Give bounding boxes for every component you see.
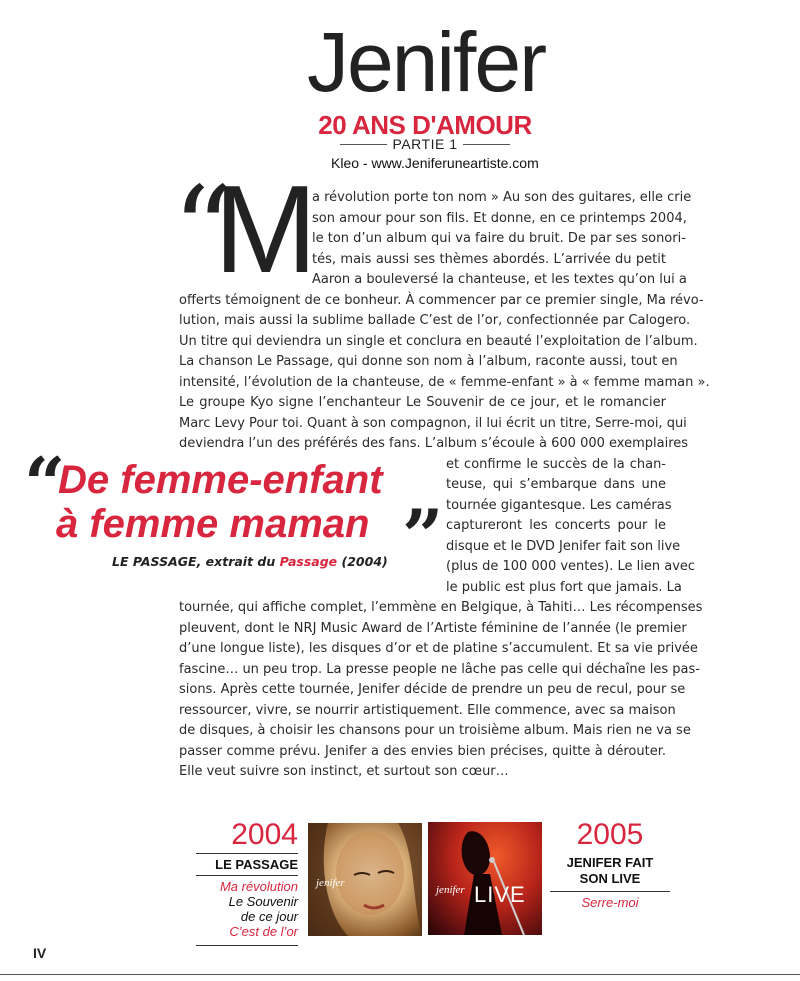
article-line: le public est plus fort que jamais. La <box>446 580 682 595</box>
pull-quote-line-1: De femme-enfant <box>58 458 383 502</box>
article-line: Marc Levy Pour toi. Quant à son compagnon, il lui écrit un titre, Serre-moi, qui <box>179 416 687 431</box>
article-line: deviendra l’un des préférés des fans. L’album s’écoule à 600 000 exemplaires <box>179 436 689 451</box>
caption-prefix: LE PASSAGE, extrait du <box>112 554 280 569</box>
article-line: offerts témoignent de ce bonheur. À commencer par ce premier single, Ma révo- <box>179 293 704 308</box>
cover-logo: jenifer <box>436 884 465 896</box>
article-line: Le groupe Kyo signe l’enchanteur Le Souvenir de ce jour, et le romancier <box>179 395 666 410</box>
page-number: IV <box>33 945 47 961</box>
album-title: LE PASSAGE <box>215 857 298 872</box>
divider <box>196 853 298 854</box>
track: Ma révolution <box>219 879 298 894</box>
article-line: Aaron a bouleversé la chanteuse, et les textes qu’on lui a <box>312 272 687 287</box>
magazine-title: Jenifer <box>306 15 546 109</box>
article-line: captureront les concerts pour le <box>446 518 666 533</box>
track: Serre-moi <box>581 895 639 910</box>
article-line: intensité, l’évolution de la chanteuse, de « femme-enfant » à « femme maman ». <box>179 375 710 390</box>
part-rule-right <box>463 144 510 145</box>
part-label-row <box>340 136 510 152</box>
article-line: Un titre qui deviendra un single et conclura en beauté l’exploitation de l’album. <box>179 334 698 349</box>
stage-illustration <box>428 822 542 935</box>
article-line: tés, mais aussi ses thèmes abordés. L’arrivée du petit <box>312 252 666 267</box>
article-line: fascine… un peu trop. La presse people ne lâche pas celle qui déchaîne les pas- <box>179 662 700 677</box>
track: de ce jour <box>240 909 298 924</box>
album-cover-fait-son-live <box>428 822 542 935</box>
article-line: lution, mais aussi la sublime ballade C’est de l’or, confectionnée par Calogero. <box>179 313 691 328</box>
article-line: d’une longue liste), les disques d’or et de platine s’accumulent. Et sa vie privée <box>179 641 698 656</box>
article-line: ressourcer, vivre, se nourrir artistiquement. Elle commence, avec sa maison <box>179 703 676 718</box>
caption-suffix: (2004) <box>337 554 388 569</box>
article-line: disque et le DVD Jenifer fait son live <box>446 539 681 554</box>
article-line: et confirme le succès de la chan- <box>446 457 666 472</box>
part-label: PARTIE 1 <box>392 136 458 152</box>
pull-quote-caption <box>112 554 388 569</box>
cover-logo: jenifer <box>316 877 345 889</box>
divider <box>550 891 670 892</box>
source-credit: Kleo - www.Jeniferuneartiste.com <box>331 155 539 171</box>
album-cover-le-passage <box>308 823 422 936</box>
article-line: sions. Après cette tournée, Jenifer décide de prendre un peu de recul, pour se <box>179 682 686 697</box>
article-line: de disques, à choisir les chansons pour un troisième album. Mais rien ne va se <box>179 723 691 738</box>
track: C’est de l’or <box>229 924 298 939</box>
article-line: tournée, qui affiche complet, l’emmène en Belgique, à Tahiti… Les récompenses <box>179 600 703 615</box>
caption-album: Passage <box>279 554 338 569</box>
opening-quote-mark: “ <box>172 162 224 301</box>
article-line: tournée gigantesque. Les caméras <box>446 498 672 513</box>
year-label: 2004 <box>231 818 298 851</box>
album-title-line-1: JENIFER FAIT <box>566 855 654 870</box>
year-label: 2005 <box>576 818 644 851</box>
article-line: Elle veut suivre son instinct, et surtout son cœur… <box>179 764 509 779</box>
pull-quote-close-mark: ” <box>402 493 444 578</box>
track: Le Souvenir <box>228 894 298 909</box>
album-title-line-2: SON LIVE <box>579 871 641 886</box>
footer-rule <box>0 974 800 975</box>
pull-quote-line-2: à femme maman <box>56 502 370 546</box>
discography-2004 <box>196 819 298 949</box>
article-line: a révolution porte ton nom » Au son des guitares, elle crie <box>312 190 692 205</box>
article-line: La chanson Le Passage, qui donne son nom à l’album, raconte aussi, tout en <box>179 354 678 369</box>
discography-2005 <box>550 819 670 910</box>
article-line: teuse, qui s’embarque dans une <box>446 477 666 492</box>
article-line: le ton d’un album qui va faire du bruit. De par ses sonori- <box>312 231 686 246</box>
article-line: son amour pour son fils. Et donne, en ce printemps 2004, <box>312 211 687 226</box>
article-line: passer comme prévu. Jenifer a des envies bien précises, quitte à dérouter. <box>179 744 666 759</box>
cover-live-text: LIVE <box>474 882 526 907</box>
divider <box>196 875 298 876</box>
drop-cap: M <box>214 161 318 299</box>
article-line: (plus de 100 000 ventes). Le lien avec <box>446 559 696 574</box>
feature-subtitle: 20 ANS D'AMOUR <box>318 110 532 140</box>
divider <box>196 945 298 946</box>
article-line: pleuvent, dont le NRJ Music Award de l’Artiste féminine de l’année (le premier <box>179 621 687 636</box>
part-rule-left <box>340 144 387 145</box>
pull-quote-open-mark: “ <box>24 441 66 526</box>
